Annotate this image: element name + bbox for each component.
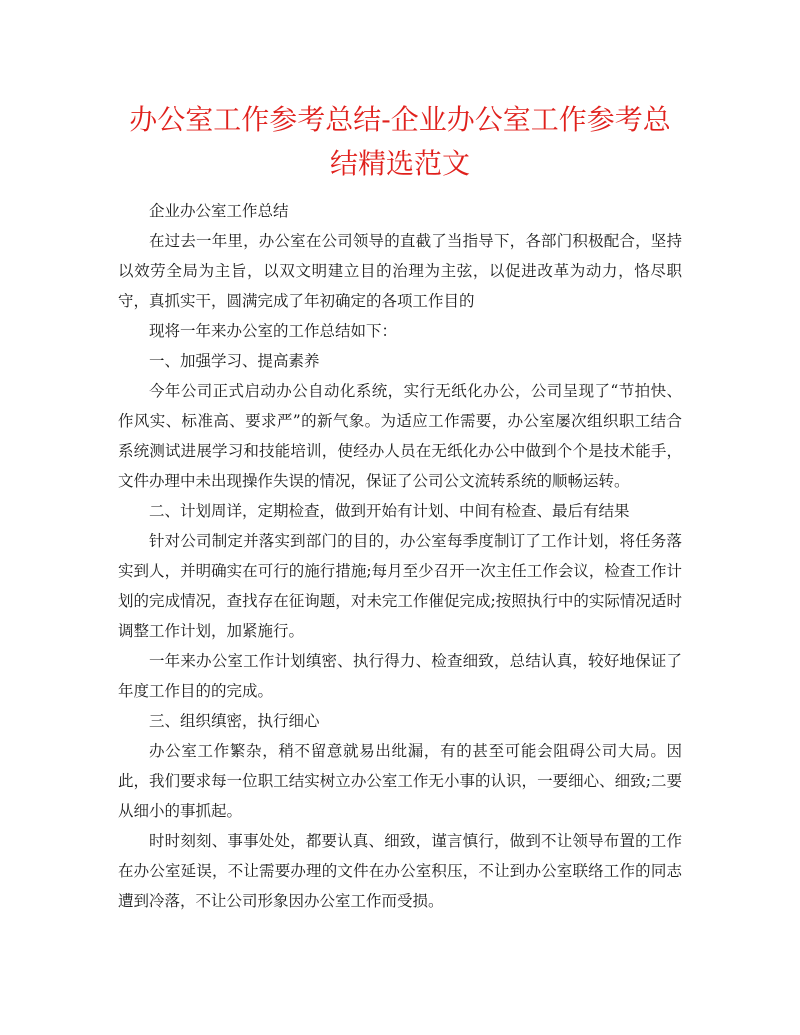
section-heading-1: 一、加强学习、提高素养: [149, 352, 320, 370]
paragraph-section-3a: 办公室工作繁杂，稍不留意就易出纰漏，有的甚至可能会阻碍公司大局。因此，我们要求每一位职工结实树立办公室工作无小事的认识，一要细心、细致;二要从细小的事抓起。: [118, 742, 682, 820]
paragraph-section-1: 今年公司正式启动办公自动化系统，实行无纸化办公，公司呈现了“节拍快、作风实、标准高、要求严”的新气象。为适应工作需要，办公室屡次组织职工结合系统测试进展学习和技能培训，使经办人员在无纸化办公中做到个个是技术能手，文件办理中未出现操作失误的情况，保证了公司公文流转系统的顺畅运转。: [118, 382, 682, 490]
paragraph-summary-lead: 现将一年来办公室的工作总结如下：: [149, 322, 398, 340]
paragraph-section-3b: 时时刻刻、事事处处，都要认真、细致，谨言慎行，做到不让领导布置的工作在办公室延误，不让需要办理的文件在办公室积压，不让到办公室联络工作的同志遭到冷落，不让公司形象因办公室工作而受损。: [118, 832, 682, 910]
document-body: [118, 196, 682, 916]
section-heading-2: 二、计划周详，定期检查，做到开始有计划、中间有检查、最后有结果: [149, 502, 630, 520]
paragraph-section-2b: 一年来办公室工作计划缜密、执行得力、检查细致，总结认真，较好地保证了年度工作目的的完成。: [118, 652, 682, 700]
paragraph-intro: 在过去一年里，办公室在公司领导的直截了当指导下，各部门积极配合，坚持以效劳全局为主旨，以双文明建立目的治理为主弦，以促进改革为动力，恪尽职守，真抓实干，圆满完成了年初确定的各项工作目的: [118, 232, 682, 310]
paragraph-subtitle: 企业办公室工作总结: [149, 202, 289, 220]
section-heading-3: 三、组织缜密，执行细心: [149, 712, 320, 730]
document-title: 办公室工作参考总结-企业办公室工作参考总结精选范文: [129, 103, 671, 180]
paragraph-section-2a: 针对公司制定并落实到部门的目的，办公室每季度制订了工作计划，将任务落实到人，并明确实在可行的施行措施;每月至少召开一次主任工作会议，检查工作计划的完成情况，查找存在征询题，对未完工作催促完成;按照执行中的实际情况适时调整工作计划，加紧施行。: [118, 532, 682, 640]
